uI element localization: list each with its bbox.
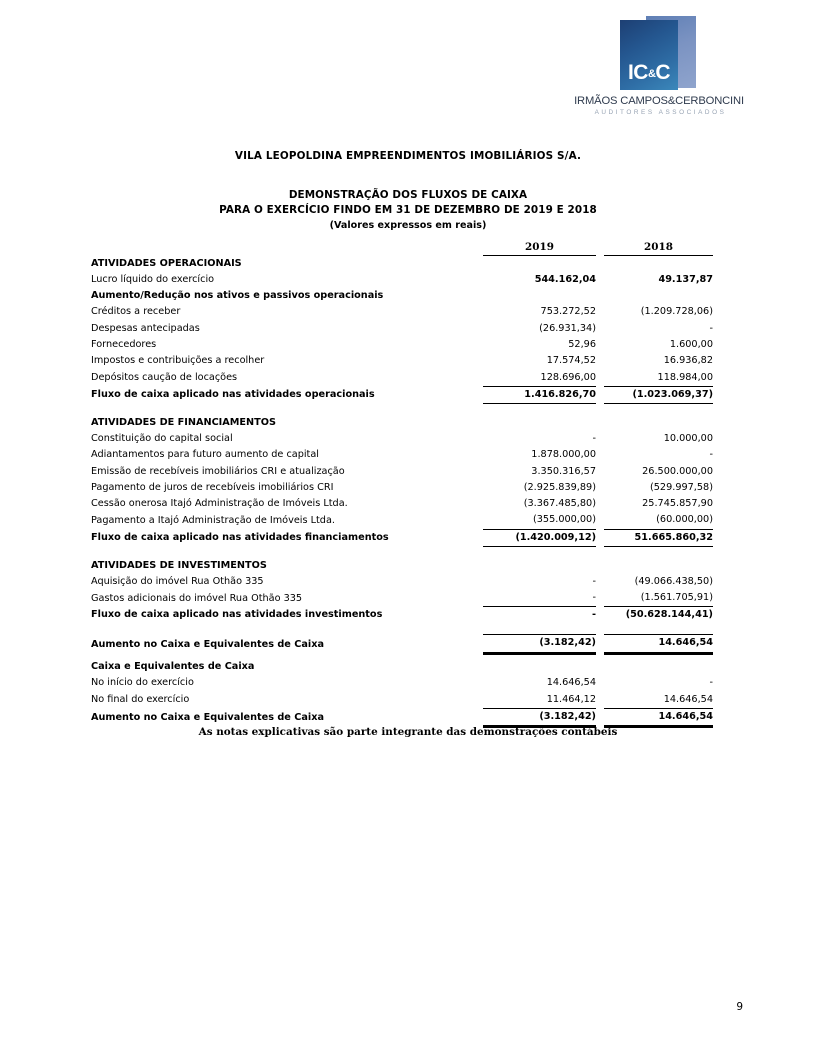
table-row	[91, 496, 713, 512]
logo-front-square-icon	[620, 20, 678, 90]
row-label: Gastos adicionais do imóvel Rua Othão 335	[91, 592, 303, 604]
row-value-2019: 544.162,04	[534, 273, 596, 285]
summary-increase-bottom	[91, 708, 713, 726]
row-value-2018: 118.984,00	[604, 370, 713, 387]
row-label: Emissão de recebíveis imobiliários CRI e atualização	[91, 465, 345, 477]
row-value-2019: (3.182,42)	[483, 708, 596, 726]
row-label: Impostos e contribuições a recolher	[91, 355, 265, 367]
table-row	[91, 480, 713, 496]
row-value-2018: 10.000,00	[663, 432, 713, 444]
page-number: 9	[736, 1001, 743, 1013]
statement-title: DEMONSTRAÇÃO DOS FLUXOS DE CAIXA	[288, 189, 528, 201]
row-value-2019: 753.272,52	[540, 306, 596, 318]
row-label: Créditos a receber	[91, 306, 181, 318]
row-value-2019: -	[483, 590, 596, 607]
row-label: Adiantamentos para futuro aumento de capital	[91, 449, 319, 461]
total-value-2018: (1.023.069,37)	[604, 386, 713, 403]
row-value-2019: (26.931,34)	[539, 322, 596, 334]
table-row	[91, 431, 713, 447]
logo-initials: IC&C	[627, 61, 671, 84]
explanatory-notes-text: As notas explicativas são parte integrante das demonstrações contábeis	[198, 726, 618, 738]
row-value-2018: 26.500.000,00	[642, 465, 713, 477]
row-value-2018: -	[709, 677, 713, 689]
row-label: Despesas antecipadas	[91, 322, 200, 334]
row-value-2018: 25.745.857,90	[642, 498, 713, 510]
row-value-2019: -	[592, 575, 596, 587]
row-label: Pagamento a Itajó Administração de Imóveis Ltda.	[91, 514, 335, 526]
section-heading-operacionais	[91, 256, 713, 272]
total-value-2019: (1.420.009,12)	[483, 529, 596, 546]
logo-firm-subtitle: AUDITORES ASSOCIADOS	[594, 109, 727, 117]
total-value-2018: (50.628.144,41)	[625, 609, 713, 621]
table-row	[91, 447, 713, 463]
row-value-2019: 3.350.316,57	[531, 465, 596, 477]
row-value-2019: (3.182,42)	[483, 635, 596, 653]
row-value-2018: (529.997,58)	[649, 481, 713, 493]
row-label: Aumento/Redução nos ativos e passivos operacionais	[91, 290, 384, 302]
total-label: Fluxo de caixa aplicado nas atividades financiamentos	[91, 532, 389, 544]
page-title: VILA LEOPOLDINA EMPREENDIMENTOS IMOBILIÁRIOS S/A.	[234, 150, 582, 162]
row-value-2018: (60.000,00)	[604, 512, 713, 529]
row-label: Aquisição do imóvel Rua Othão 335	[91, 575, 264, 587]
section-total-operacionais	[91, 386, 713, 403]
logo-mark-icon	[614, 14, 704, 92]
table-header-row	[91, 240, 713, 256]
section-heading-investimentos	[91, 558, 713, 574]
company-logo	[564, 14, 754, 122]
row-value-2018: -	[709, 449, 713, 461]
document-title-block	[0, 150, 816, 233]
row-value-2018: (1.561.705,91)	[604, 590, 713, 607]
logo-firm-name: IRMÃOS CAMPOS&CERBONCINI	[574, 95, 744, 107]
summary-cash-heading	[91, 659, 713, 675]
row-value-2019: -	[592, 432, 596, 444]
total-label: Fluxo de caixa aplicado nas atividades operacionais	[91, 389, 375, 401]
total-value-2018: 51.665.860,32	[604, 529, 713, 546]
row-value-2019: 52,96	[568, 338, 596, 350]
row-spacer	[91, 404, 713, 415]
row-value-2019: 17.574,52	[546, 355, 596, 367]
row-label: Pagamento de juros de recebíveis imobiliários CRI	[91, 481, 334, 493]
table-row	[91, 464, 713, 480]
section-title: ATIVIDADES DE INVESTIMENTOS	[91, 559, 267, 571]
row-label: Fornecedores	[91, 338, 157, 350]
table-row	[91, 590, 713, 607]
table-row	[91, 304, 713, 320]
subsection-heading-operacionais	[91, 288, 713, 304]
row-label: Constituição do capital social	[91, 432, 233, 444]
row-value-2019: (2.925.839,89)	[523, 481, 596, 493]
row-value-2019: 1.878.000,00	[531, 449, 596, 461]
row-label: No final do exercício	[91, 694, 190, 706]
row-value-2018: 14.646,54	[604, 708, 713, 726]
cash-flow-statement	[91, 240, 713, 728]
row-value-2018: 49.137,87	[658, 273, 713, 285]
table-row	[91, 337, 713, 353]
row-value-2018: -	[709, 322, 713, 334]
row-value-2019: 11.464,12	[483, 692, 596, 709]
total-value-2019: 1.416.826,70	[483, 386, 596, 403]
section-title: ATIVIDADES OPERACIONAIS	[91, 257, 242, 269]
row-value-2019: 14.646,54	[546, 677, 596, 689]
table-row	[91, 321, 713, 337]
table-row	[91, 512, 713, 529]
section-heading-financiamentos	[91, 415, 713, 431]
row-value-2019: (3.367.485,80)	[523, 498, 596, 510]
row-value-2018: 1.600,00	[669, 338, 713, 350]
cash-flow-table	[91, 240, 713, 728]
table-row	[91, 370, 713, 387]
row-value-2018: 14.646,54	[604, 692, 713, 709]
row-label: Depósitos caução de locações	[91, 372, 238, 384]
section-title: ATIVIDADES DE FINANCIAMENTOS	[91, 416, 276, 428]
table-row	[91, 692, 713, 709]
column-header-2019: 2019	[483, 240, 596, 256]
section-total-investimentos	[91, 607, 713, 624]
summary-increase-top	[91, 635, 713, 653]
table-row	[91, 574, 713, 590]
row-value-2019: 128.696,00	[483, 370, 596, 387]
row-spacer	[91, 624, 713, 635]
row-spacer	[91, 547, 713, 558]
row-label: Aumento no Caixa e Equivalentes de Caixa	[91, 638, 324, 650]
table-row	[91, 353, 713, 369]
total-label: Fluxo de caixa aplicado nas atividades investimentos	[91, 609, 383, 621]
row-label: Lucro líquido do exercício	[91, 273, 215, 285]
statement-units: (Valores expressos em reais)	[329, 220, 487, 231]
section-total-financiamentos	[91, 529, 713, 546]
statement-period: PARA O EXERCÍCIO FINDO EM 31 DE DEZEMBRO DE 2019 E 2018	[219, 204, 597, 216]
section-title: Caixa e Equivalentes de Caixa	[91, 661, 255, 673]
row-label: Cessão onerosa Itajó Administração de Imóveis Ltda.	[91, 498, 348, 510]
row-label: Aumento no Caixa e Equivalentes de Caixa	[91, 712, 324, 724]
row-value-2018: (49.066.438,50)	[634, 575, 713, 587]
row-value-2019: (355.000,00)	[483, 512, 596, 529]
table-row	[91, 272, 713, 288]
row-value-2018: 14.646,54	[604, 635, 713, 653]
row-label: No início do exercício	[91, 677, 194, 689]
row-value-2018: (1.209.728,06)	[640, 306, 713, 318]
row-value-2018: 16.936,82	[663, 355, 713, 367]
table-row	[91, 675, 713, 691]
column-header-2018: 2018	[604, 240, 713, 256]
total-value-2019: -	[591, 609, 596, 621]
